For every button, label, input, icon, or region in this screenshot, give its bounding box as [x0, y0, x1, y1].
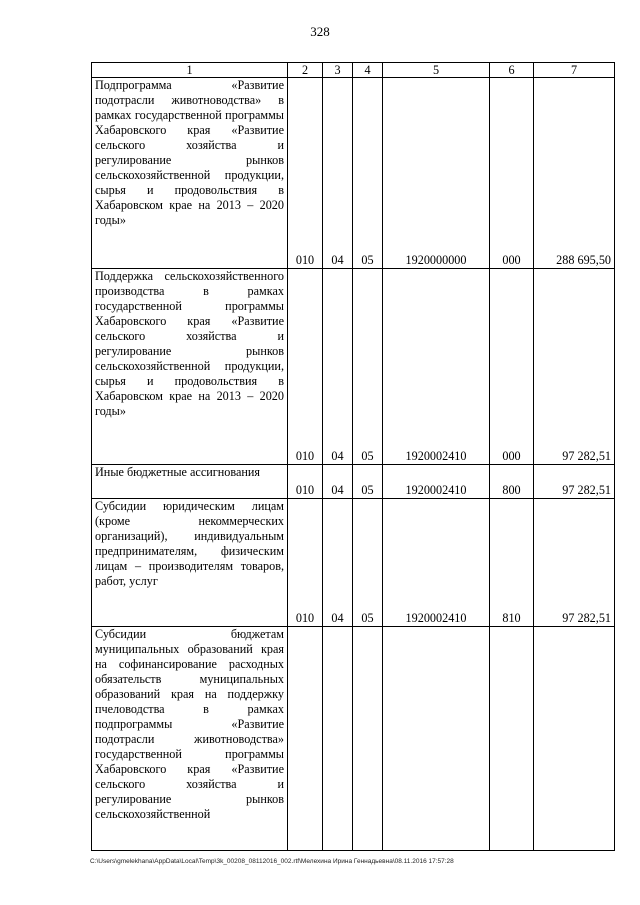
- row-code-4: 05: [353, 499, 383, 627]
- row-code-3: 04: [323, 465, 353, 499]
- row-code-2: 010: [288, 78, 323, 269]
- table-row: [92, 627, 615, 851]
- row-amount: 288 695,50: [534, 78, 615, 269]
- row-code-6: 800: [490, 465, 534, 499]
- row-code-5: 1920002410: [383, 465, 490, 499]
- row-code-5: 1920000000: [383, 78, 490, 269]
- row-description: Субсидии бюджетам муниципальных образований края на софинансирование расходных обязательств муниципальных образований края на поддержку пчеловодства в рамках подпрограммы «Развитие подотрасли животноводства» государственной программы Хабаровского края «Развитие сельского хозяйства и регулирование рынков сельскохозяйственной: [92, 627, 288, 851]
- row-amount: 97 282,51: [534, 465, 615, 499]
- header-col-4: 4: [353, 63, 383, 78]
- row-code-4: 05: [353, 78, 383, 269]
- file-path-footer: C:\Users\gmelekhana\AppData\Local\Temp\3k_00208_08112016_002.rtf\Мелехина Ирина Геннадьевна\08.11.2016 17:57:28: [90, 858, 454, 865]
- row-code-5: 1920002410: [383, 269, 490, 465]
- header-col-1: 1: [92, 63, 288, 78]
- row-description: Иные бюджетные ассигнования: [92, 465, 288, 499]
- table-row: [92, 78, 615, 269]
- row-amount: 97 282,51: [534, 269, 615, 465]
- header-col-5: 5: [383, 63, 490, 78]
- header-col-6: 6: [490, 63, 534, 78]
- header-col-7: 7: [534, 63, 615, 78]
- row-code-2: [288, 627, 323, 851]
- row-amount: 97 282,51: [534, 499, 615, 627]
- row-code-3: [323, 627, 353, 851]
- row-description: Подпрограмма «Развитие подотрасли животноводства» в рамках государственной программы Хабаровского края «Развитие сельского хозяйства и регулирование рынков сельскохозяйственной продукции, сырья и продовольствия в Хабаровском крае на 2013 – 2020 годы»: [92, 78, 288, 269]
- row-code-4: [353, 627, 383, 851]
- header-row: [92, 63, 615, 78]
- row-code-6: 000: [490, 269, 534, 465]
- row-description: Поддержка сельскохозяйственного производства в рамках государственной программы Хабаровского края «Развитие сельского хозяйства и регулирование рынков сельскохозяйственной продукции, сырья и продовольствия в Хабаровском крае на 2013 – 2020 годы»: [92, 269, 288, 465]
- header-col-2: 2: [288, 63, 323, 78]
- row-code-6: 000: [490, 78, 534, 269]
- row-code-3: 04: [323, 499, 353, 627]
- row-code-5: [383, 627, 490, 851]
- table-row: [92, 499, 615, 627]
- row-amount: [534, 627, 615, 851]
- row-description: Субсидии юридическим лицам (кроме некоммерческих организаций), индивидуальным предпринимателям, физическим лицам – производителям товаров, работ, услуг: [92, 499, 288, 627]
- header-col-3: 3: [323, 63, 353, 78]
- row-code-5: 1920002410: [383, 499, 490, 627]
- row-code-6: [490, 627, 534, 851]
- row-code-2: 010: [288, 465, 323, 499]
- table-row: [92, 465, 615, 499]
- table-row: [92, 269, 615, 465]
- page-number: 328: [310, 24, 330, 39]
- row-code-3: 04: [323, 269, 353, 465]
- row-code-4: 05: [353, 269, 383, 465]
- budget-table: [91, 62, 615, 851]
- row-code-2: 010: [288, 499, 323, 627]
- row-code-6: 810: [490, 499, 534, 627]
- row-code-3: 04: [323, 78, 353, 269]
- row-code-4: 05: [353, 465, 383, 499]
- row-code-2: 010: [288, 269, 323, 465]
